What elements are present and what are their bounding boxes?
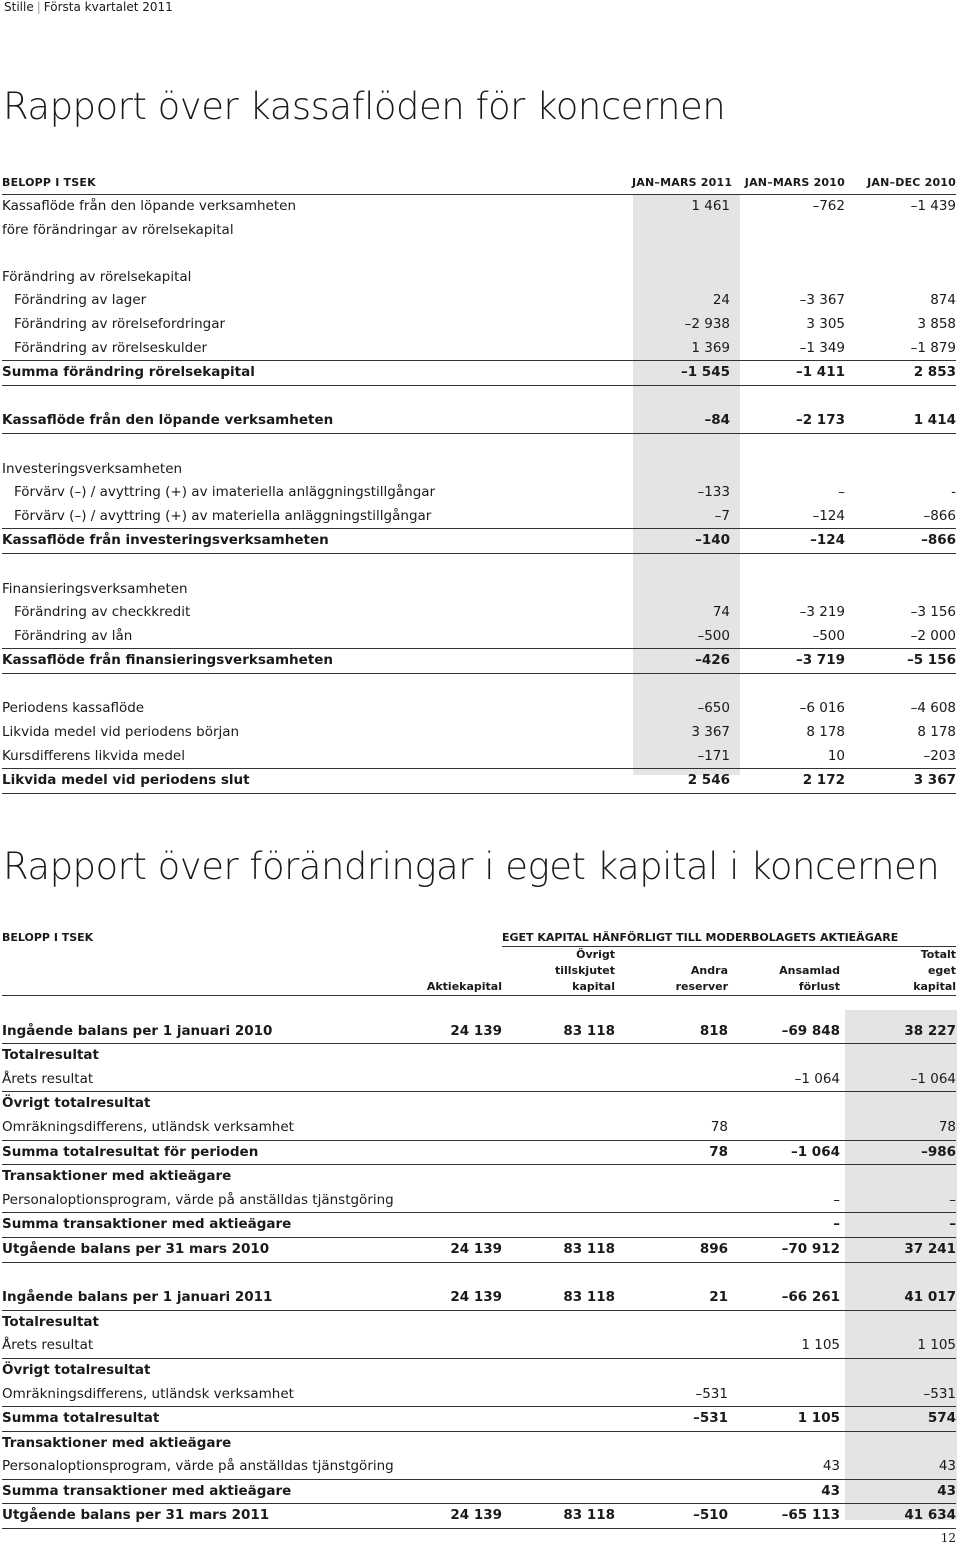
- table-row: Förändring av checkkredit 74 –3 219 –3 156: [14, 604, 956, 621]
- subtotal-row: Kassaflöde från finansieringsverksamheten –426 –3 719 –5 156: [2, 649, 956, 674]
- column-header: JAN–DEC 2010: [845, 172, 956, 195]
- equity-table: [2, 930, 956, 1529]
- amount-unit-label: BELOPP I TSEK: [2, 931, 94, 944]
- total-row: Likvida medel vid periodens slut 2 546 2 172 3 367: [2, 769, 956, 794]
- section-heading: Investeringsverksamheten: [2, 460, 183, 477]
- table-row: Likvida medel vid periodens början 3 367 8 178 8 178: [2, 724, 956, 741]
- column-group-header: EGET KAPITAL HÄNFÖRLIGT TILL MODERBOLAGETS AKTIEÄGARE: [502, 930, 956, 947]
- column-header: JAN–MARS 2011: [632, 172, 730, 195]
- table-row: Förändring av lån –500 –500 –2 000: [2, 625, 956, 649]
- subtotal-row: Kassaflöde från den löpande verksamheten –84 –2 173 1 414: [2, 409, 956, 433]
- table-row: Omräkningsdifferens, utländsk verksamhet –531 –531: [2, 1383, 956, 1407]
- subtotal-row: Summa transaktioner med aktieägare 43 43: [2, 1479, 956, 1504]
- brand-name: Stille: [4, 0, 34, 14]
- equity-title: Rapport över förändringar i eget kapital i koncernen: [3, 845, 940, 888]
- column-header: Övrigt tillskjutet kapital: [502, 947, 615, 996]
- section-heading: Totalresultat: [2, 1047, 99, 1064]
- column-header: Aktiekapital: [392, 947, 502, 996]
- column-header: Ansamlad förlust: [728, 947, 840, 996]
- table-row: Kursdifferens likvida medel –171 10 –203: [2, 745, 956, 769]
- subtotal-row: Summa totalresultat för perioden 78 –1 064 –986: [2, 1140, 956, 1165]
- report-period: Första kvartalet 2011: [43, 0, 173, 14]
- cashflow-table: [2, 172, 956, 794]
- section-heading: Finansieringsverksamheten: [2, 580, 188, 597]
- table-row: Årets resultat –1 064 –1 064: [2, 1068, 956, 1092]
- table-header-row: [2, 930, 956, 947]
- table-row: Årets resultat 1 105 1 105: [2, 1334, 956, 1358]
- table-row: Förändring av rörelsefordringar –2 938 3 305 3 858: [14, 315, 956, 332]
- closing-balance-row: Utgående balans per 31 mars 2011 24 139 83 118 –510 –65 113 41 634: [2, 1504, 956, 1529]
- cashflow-title: Rapport över kassaflöden för koncernen: [3, 85, 726, 128]
- column-header: Andra reserver: [615, 947, 728, 996]
- table-row: Kassaflöde från den löpande verksamheten 1 461 –762 –1 439: [2, 198, 956, 214]
- subtotal-row: Summa förändring rörelsekapital –1 545 –1 411 2 853: [2, 361, 956, 386]
- table-header-row: [2, 172, 956, 195]
- closing-balance-row: Utgående balans per 31 mars 2010 24 139 83 118 896 –70 912 37 241: [2, 1237, 956, 1262]
- opening-balance-row: Ingående balans per 1 januari 2010 24 139 83 118 818 –69 848 38 227: [2, 1020, 956, 1044]
- table-row: Förvärv (–) / avyttring (+) av imateriella anläggningstillgångar –133 – -: [14, 484, 956, 501]
- section-heading: Förändring av rörelsekapital: [2, 268, 192, 285]
- table-row: Förändring av rörelseskulder 1 369 –1 349 –1 879: [2, 337, 956, 361]
- table-row: före förändringar av rörelsekapital: [2, 221, 234, 238]
- section-heading: Övrigt totalresultat: [2, 1095, 151, 1112]
- opening-balance-row: Ingående balans per 1 januari 2011 24 139 83 118 21 –66 261 41 017: [2, 1286, 956, 1310]
- section-heading: Totalresultat: [2, 1313, 99, 1330]
- section-heading: Transaktioner med aktieägare: [2, 1168, 232, 1185]
- subtotal-row: Kassaflöde från investeringsverksamheten –140 –124 –866: [2, 529, 956, 554]
- section-heading: Transaktioner med aktieägare: [2, 1434, 232, 1451]
- table-row: Förändring av lager 24 –3 367 874: [14, 292, 956, 309]
- table-row: Omräkningsdifferens, utländsk verksamhet 78 78: [2, 1116, 956, 1140]
- amount-unit-label: BELOPP I TSEK: [2, 172, 632, 195]
- table-row: Periodens kassaflöde –650 –6 016 –4 608: [2, 700, 956, 717]
- table-row: Förvärv (–) / avyttring (+) av materiella anläggningstillgångar –7 –124 –866: [2, 505, 956, 529]
- subtotal-row: Summa totalresultat –531 1 105 574: [2, 1407, 956, 1432]
- column-headers-row: [2, 947, 956, 996]
- table-row: Personaloptionsprogram, värde på anställdas tjänstgöring 43 43: [2, 1455, 956, 1479]
- column-header: JAN–MARS 2010: [730, 172, 845, 195]
- subtotal-row: Summa transaktioner med aktieägare – –: [2, 1213, 956, 1238]
- running-header: Stille | Första kvartalet 2011: [4, 0, 173, 14]
- page-number: 12: [940, 1531, 956, 1545]
- column-header: Totalt eget kapital: [840, 947, 956, 996]
- section-heading: Övrigt totalresultat: [2, 1361, 151, 1378]
- table-row: Personaloptionsprogram, värde på anställdas tjänstgöring – –: [2, 1189, 956, 1213]
